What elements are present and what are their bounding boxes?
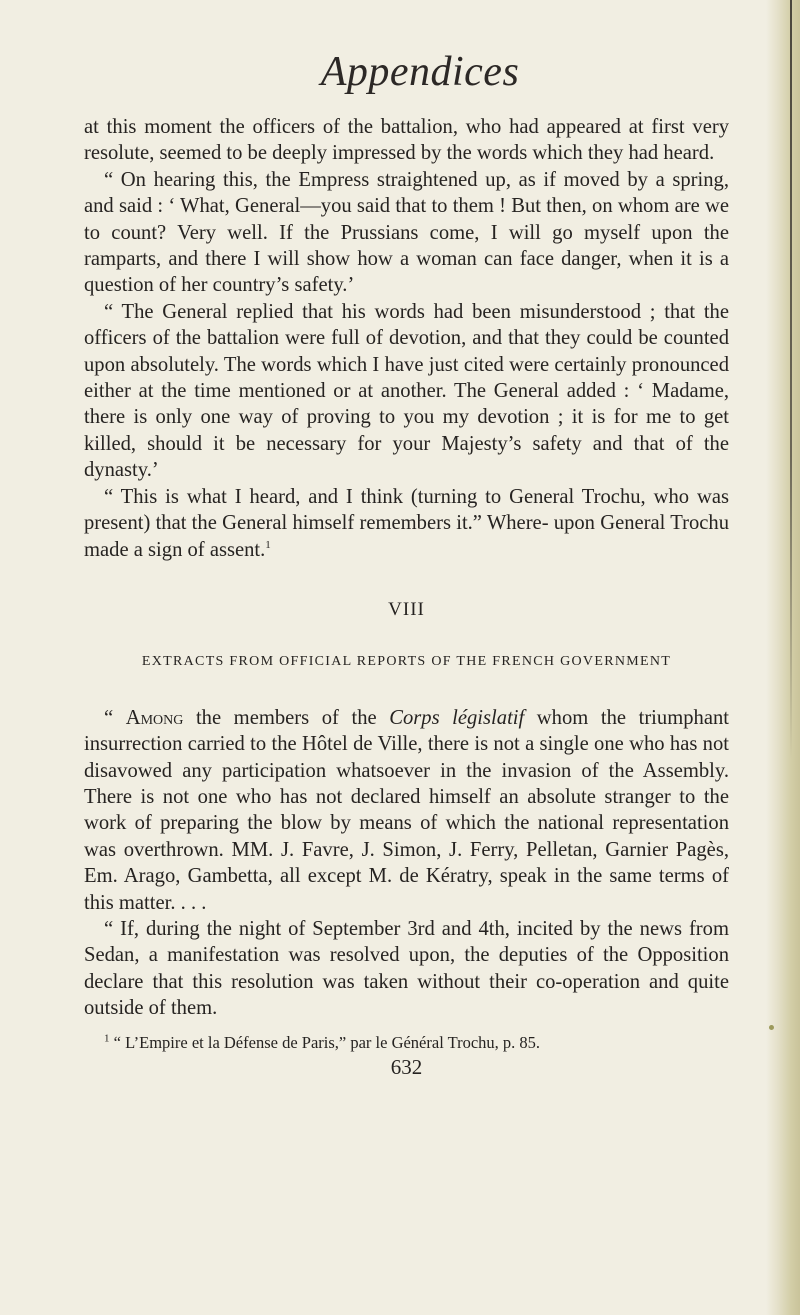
section-number: VIII [388, 598, 425, 620]
paragraph-5-part-b: whom the triumphant insurrection carried to the Hôtel de Ville, there is not a single one who has not disavowed any participation whatsoever in the invasion of the Assembly. There is not one who has not declared himself an absolute stranger to the work of preparing the blow by means of which the national representation was overthrown. MM. J. Favre, J. Simon, J. Ferry, Pelletan, Garnier Pagès, Em. Arago, Gambetta, all except M. de Kératry, speak in the same terms of this matter. . . . [84, 706, 729, 914]
section-title: EXTRACTS FROM OFFICIAL REPORTS OF THE FRENCH GOVERNMENT [141, 654, 672, 670]
binding-line [790, 0, 792, 760]
paragraph-3: “ The General replied that his words had been misunderstood ; that the officers of the battalion were full of devotion, and that they could be counted upon absolutely. The words which I have just cited were certainly pronounced either at the time mentioned or at another. The General added : ‘ Madame, there is only one way of proving to you my devotion ; it is for me to get killed, should it be necessary for your Majesty’s safety and that of the dynasty.’ [84, 300, 729, 482]
small-caps-lead: Among [125, 706, 184, 729]
paragraph-2: “ On hearing this, the Empress straightened up, as if moved by a spring, and said : ‘ What, General—you said that to them ! But then, on whom are we to count? Very well. If the Prussians come, I will go myself upon the ramparts, and there I will show how a woman can face danger, when it is a question of her country’s safety.’ [84, 168, 729, 297]
paper-speck [769, 1025, 774, 1030]
footnote [84, 1032, 729, 1054]
page-number: 632 [390, 1054, 423, 1079]
paragraph-6: “ If, during the night of September 3rd and 4th, incited by the news from Sedan, a manifestation was resolved upon, the deputies of the Opposition declare that this resolution was taken without their co-operation and quite outside of them. [84, 917, 729, 1020]
paragraph-4 [84, 484, 729, 563]
open-quote: “ [104, 706, 126, 729]
paragraph-5 [84, 705, 729, 916]
footnote-mark: 1 [104, 1032, 110, 1045]
paragraph-5-part-a: the members of the [183, 706, 390, 729]
running-header: Appendices [320, 49, 520, 95]
page-edge-shadow [766, 0, 800, 1315]
footnote-reference: 1 [265, 538, 271, 551]
page-body [84, 114, 729, 1080]
italic-term: Corps législatif [389, 706, 525, 729]
paragraph-4-text: “ This is what I heard, and I think (turning to General Trochu, who was present) that the General himself remembers it.” Where- upon General Trochu made a sign of assent. [84, 485, 729, 561]
paragraph-1: at this moment the officers of the battalion, who had appeared at first very resolute, seemed to be deeply impressed by the words which they had heard. [84, 116, 729, 165]
footnote-text: “ L’Empire et la Défense de Paris,” par le Général Trochu, p. 85. [109, 1032, 541, 1052]
